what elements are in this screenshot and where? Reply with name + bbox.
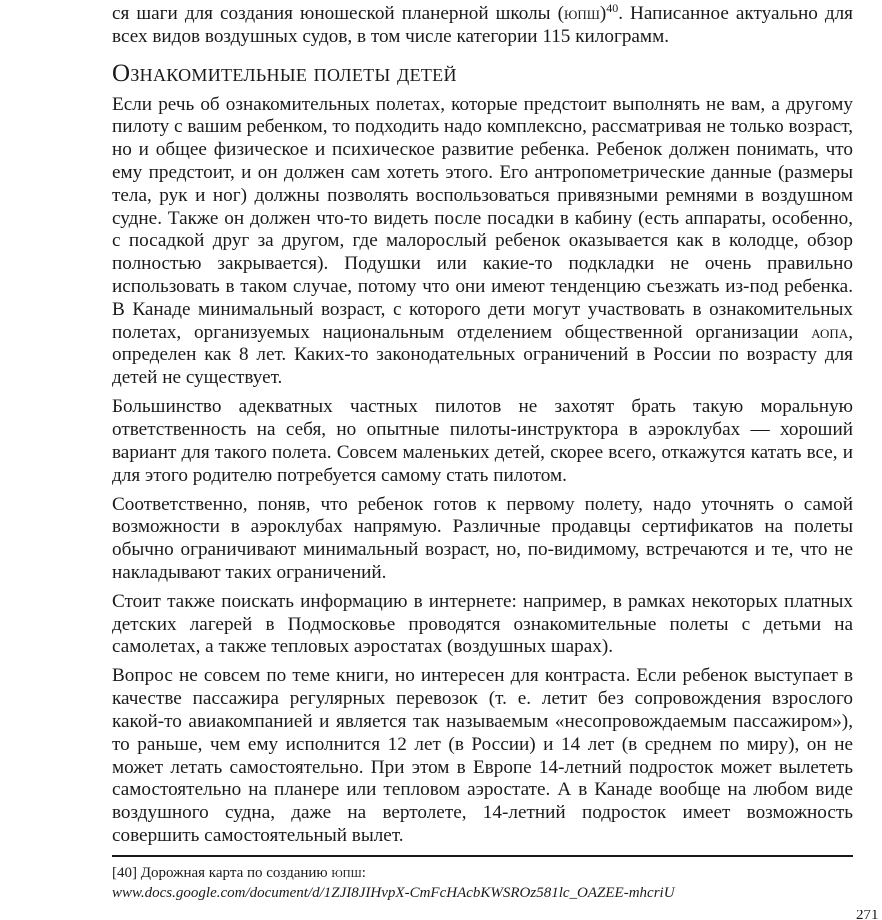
page-number: 271 (856, 910, 879, 920)
body-text (112, 3, 853, 854)
paragraph-2: Большинство адекватных частных пилотов не захотят брать такую моральную ответственность на себя, но опытные пилоты-инструктора в аэроклубах — хороший вариант для такого полета. Совсем маленьких детей, скорее всего, откажутся катать все, и для этого родителю потребуется самому стать пилотом. (112, 396, 853, 486)
paragraph-3: Соответственно, поняв, что ребенок готов к первому полету, надо уточнять о самой возможности в аэроклубах напрямую. Различные продавцы сертификатов на полеты обычно ограничивают минимальный возраст, но, по-видимому, встречаются и те, что не накладывают таких ограничений. (112, 493, 853, 583)
footnote-40: [40] Дорожная карта по созданию юпш: www.docs.google.com/document/d/1ZJI8JIHvpX-CmFcHAcbKWSROz581lc_OAZEE-mhcriU (112, 863, 853, 903)
paragraph-5: Вопрос не совсем по теме книги, но интересен для контраста. Если ребенок выступает в качестве пассажира регулярных перевозок (т. е. летит без сопровождения взрослого какой-то авиакомпанией и является так называемым «несопровождаемым пассажиром»), то раньше, чем ему исполнится 12 лет (в России) и 14 лет (в среднем по миру), он не может летать самостоятельно. При этом в Европе 14-летний подросток может вылететь самостоятельно на планере или тепловом аэростате. А в Канаде вообще на любом виде воздушного судна, даже на вертолете, 14-летний подросток имеет возможность совершить самостоятельный вылет. (112, 665, 853, 847)
abbr-aopa: аопа (811, 321, 849, 343)
footnote-ref-40[interactable]: 40 (606, 1, 619, 15)
footnote-divider (112, 855, 853, 857)
footnote-marker: [40] (112, 865, 137, 881)
paragraph-1: Если речь об ознакомительных полетах, которые предстоит выполнять не вам, а другому пилоту с вашим ребенком, то подходить надо комплексно, рассматривая не только возраст, но и общее физическое и психическое развитие ребенка. Ребенок должен понимать, что ему предстоит, и он должен сам хотеть этого. Его антропометрические данные (размеры тела, рук и ног) должны позволять воспользоваться привязными ремнями в воздушном судне. Также он должен что-то видеть после посадки в кабину (есть аппараты, особенно, с посадкой друг за другом, где малорослый ребенок оказывается как в колодце, обзор полностью закрывается). Подушки или какие-то подкладки не очень правильно использовать в таком случае, потому что они имеют тенденцию съезжать из-под ребенка. В Канаде минимальный возраст, с которого дети могут участвовать в ознакомительных полетах, организуемых национальным отделением общественной организации аопа, определен как 8 лет. Каких-то законодательных ограничений в России по возрасту для детей не существует. (112, 93, 853, 389)
continuation-paragraph: ся шаги для создания юношеской планерной школы (юпш)$^{40}$. Написанное актуально для всех видов воздушных судов, в том числе категории 115 килограмм. (112, 1, 853, 47)
footnote-link[interactable]: www.docs.google.com/document/d/1ZJI8JIHvpX-CmFcHAcbKWSROz581lc_OAZEE-mhcriU (112, 885, 675, 901)
paragraph-4: Стоит также поискать информацию в интернете: например, в рамках некоторых платных детских лагерей в Подмосковье проводятся ознакомительные полеты с детьми на самолетах, а также тепловых аэростатах (воздушных шарах). (112, 590, 853, 658)
abbr-yupsh: юпш (563, 3, 600, 24)
section-heading: Ознакомительные полеты детей (112, 59, 457, 87)
